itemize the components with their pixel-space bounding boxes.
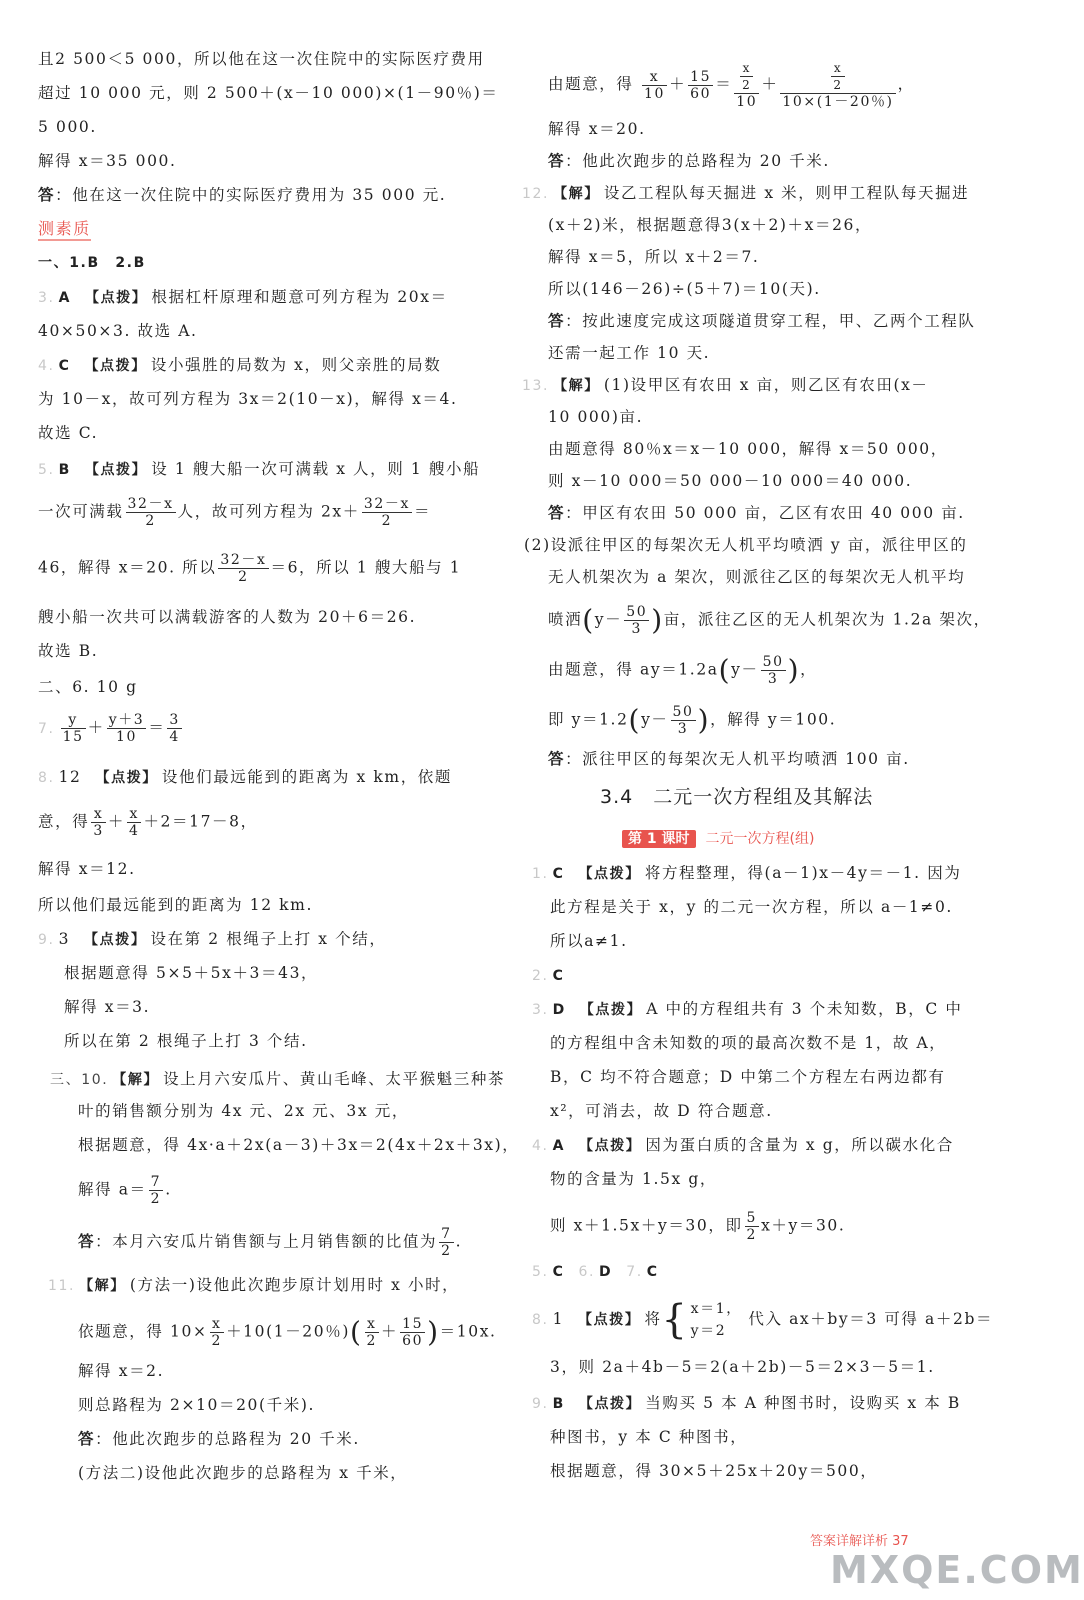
equation-system: x＝1， y＝2 [690, 1301, 742, 1339]
section-title: 测素质 [38, 218, 91, 240]
q3-line: 3. A 【点拨】 根据杠杆原理和题意可列方程为 20x＝ [38, 288, 448, 306]
text-line: 解得 x＝3. [64, 998, 151, 1016]
lesson-badge: 第 1 课时 [622, 830, 696, 848]
q8-fraction-line: 意，得 $\frac{x}{3}$ ＋ $\frac{x}{4}$ ＋2＝17－8， [38, 806, 258, 839]
text-line: 5 000. [38, 118, 97, 136]
text-line: 3，则 2a＋4b－5＝2(a＋2b)－5＝2×3－5＝1. [550, 1358, 935, 1376]
q10-fraction-line: 解得 a＝ $\frac{7}{2}$ . [78, 1174, 172, 1207]
text-line: 40×50×3. 故选 A. [38, 322, 198, 340]
text-line: 且2 500＜5 000，所以他在这一次住院中的实际医疗费用 [38, 50, 485, 68]
p1-line: 1. C 【点拨】 将方程整理，得(a－1)x－4y＝－1. 因为 [532, 864, 962, 882]
text-line: 根据题意得 5×5＋5x＋3＝43， [64, 964, 319, 982]
q7-line: 7. $\frac{y}{15}$ ＋ $\frac{y+3}{10}$ ＝ $\frac{3}{4}$ [38, 712, 180, 745]
q13-fraction-line: 由题意，得 ay＝1.2a(y－ $\frac{50}{3}$ )， [548, 653, 818, 687]
q9-line: 9. 3 【点拨】 设在第 2 根绳子上打 x 个结， [38, 930, 387, 948]
text-line: 解得 x＝35 000. [38, 152, 177, 170]
text-line: 故选 C. [38, 424, 99, 442]
text-line: 解得 x＝12. [38, 860, 136, 878]
q8-line: 8. 12 【点拨】 设他们最远能到的距离为 x km，依题 [38, 768, 452, 786]
p8-line: 8. 1 【点拨】 将{ x＝1， y＝2 代入 ax＋by＝3 可得 a＋2b＝ [532, 1297, 994, 1343]
text-line: 物的含量为 1.5x g， [550, 1170, 717, 1188]
page-number: 37 [892, 1534, 909, 1549]
text-line: 所以(146－26)÷(5＋7)＝10(天). [548, 280, 821, 298]
text-line: 解得 x＝2. [78, 1362, 165, 1380]
text-line: B，C 均不符合题意；D 中第二个方程左右两边都有 [550, 1068, 946, 1086]
footer [810, 1530, 909, 1549]
p9-line: 9. B 【点拨】 当购买 5 本 A 种图书时，设购买 x 本 B [532, 1394, 961, 1412]
text-line: 超过 10 000 元，则 2 500＋(x－10 000)×(1－90％)＝ [38, 84, 499, 102]
answer-line: 答：甲区有农田 50 000 亩，乙区有农田 40 000 亩. [548, 504, 965, 522]
text-line: 所以a≠1. [550, 932, 628, 950]
lesson-title: 二元一次方程(组) [705, 831, 815, 847]
answer-line: 答：他在这一次住院中的实际医疗费用为 35 000 元. [38, 186, 447, 204]
q5-fraction-line: 一次可满载 $\frac{32-x}{2}$ 人，故可列方程为 2x＋ $\frac{32-x}{2}$ ＝ [38, 496, 432, 529]
text-line: (2)设派往甲区的每架次无人机平均喷洒 y 亩，派往甲区的 [524, 536, 968, 554]
text-line: 则 x－10 000＝50 000－10 000＝40 000. [548, 472, 913, 490]
q13-line: 13. 【解】 (1)设甲区有农田 x 亩，则乙区有农田(x－ [522, 376, 929, 394]
text-line: 的方程组中含未知数的项的最高次数不是 1，故 A， [550, 1034, 947, 1052]
text-line: 叶的销售额分别为 4x 元、2x 元、3x 元， [78, 1102, 409, 1120]
q10-line: 三、10. 【解】 设上月六安瓜片、黄山毛峰、太平猴魁三种茶 [50, 1070, 506, 1088]
answer-line: 答：派往甲区的每架次无人机平均喷洒 100 亩. [548, 750, 910, 768]
fraction: $\frac{32-x}{2}$ [220, 552, 267, 585]
answer-line: 答：按此速度完成这项隧道贯穿工程，甲、乙两个工程队 [548, 312, 976, 330]
p3-line: 3. D 【点拨】 A 中的方程组共有 3 个未知数，B，C 中 [532, 1000, 963, 1018]
text-line: 由题意得 80％x＝x－10 000，解得 x＝50 000， [548, 440, 948, 458]
q5-line: 5. B 【点拨】 设 1 艘大船一次可满载 x 人，则 1 艘小船 [38, 460, 481, 478]
text-line: 种图书，y 本 C 种图书， [550, 1428, 748, 1446]
text-line: 此方程是关于 x，y 的二元一次方程，所以 a－1≠0. [550, 898, 953, 916]
text-line: 故选 B. [38, 642, 99, 660]
text-line: 艘小船一次共可以满载游客的人数为 20＋6＝26. [38, 608, 417, 626]
lesson-header [622, 828, 814, 848]
footer-label: 答案详解详析 [810, 1534, 889, 1549]
text-line: 根据题意，得 30×5＋25x＋20y＝500， [550, 1462, 878, 1480]
text-line: 所以在第 2 根绳子上打 3 个结. [64, 1032, 308, 1050]
q4-line: 4. C 【点拨】 设小强胜的局数为 x，则父亲胜的局数 [38, 356, 442, 374]
text-line: 根据题意，得 4x·a＋2x(a－3)＋3x＝2(4x＋2x＋3x)， [78, 1136, 520, 1154]
text-line: 无人机架次为 a 架次，则派往乙区的每架次无人机平均 [548, 568, 966, 586]
p4-fraction-line: 则 x＋1.5x＋y＝30，即 $\frac{5}{2}$ x＋y＝30. [550, 1210, 846, 1243]
p4-line: 4. A 【点拨】 因为蛋白质的含量为 x g，所以碳水化合 [532, 1136, 954, 1154]
q13-fraction-line: 喷洒(y－ $\frac{50}{3}$ )亩，派往乙区的无人机架次为 1.2a 架次， [548, 603, 991, 637]
text-line: 为 10－x，故可列方程为 3x＝2(10－x)，解得 x＝4. [38, 390, 458, 408]
text-line: 则总路程为 2×10＝20(千米). [78, 1396, 316, 1414]
q11-line: 11. 【解】 (方法一)设他此次跑步原计划用时 x 小时， [48, 1276, 460, 1294]
text-line: (x＋2)米，根据题意得3(x＋2)＋x＝26， [548, 216, 873, 234]
watermark: MXQE.COM [830, 1548, 1084, 1592]
answer-line: 答：他此次跑步的总路程为 20 千米. [78, 1430, 360, 1448]
q5-fraction-line: 46，解得 x＝20. 所以 $\frac{32-x}{2}$ ＝6，所以 1 艘大船与 1 [38, 552, 462, 585]
p5-7-line: 5. C 6. D 7. C [532, 1264, 659, 1280]
q13-fraction-line: 即 y＝1.2(y－ $\frac{50}{3}$ )，解得 y＝100. [548, 703, 837, 737]
q6-line: 二、6. 10 g [38, 678, 138, 696]
text-line: 还需一起工作 10 天. [548, 344, 711, 362]
text-line: 解得 x＝20. [548, 120, 646, 138]
answer-line: 答：本月六安瓜片销售额与上月销售额的比值为 $\frac{7}{2}$ . [78, 1226, 463, 1259]
text-line: (方法二)设他此次跑步的总路程为 x 千米， [78, 1464, 408, 1482]
p2-line: 2. C [532, 968, 565, 984]
answers-1-2: 一、1.B 2.B [38, 255, 146, 271]
q11b-equation: 由题意，得 $\frac{x}{10}$ ＋ $\frac{15}{60}$ ＝ $\frac{\frac{x}{2}}{10}$ ＋ $\frac{\frac{x}{2}}{10\times(1-20\%)}$ ， [548, 61, 915, 110]
q12-line: 12. 【解】 设乙工程队每天掘进 x 米，则甲工程队每天掘进 [522, 184, 970, 202]
q11-fraction-line: 依题意，得 10× $\frac{x}{2}$ ＋10(1－20％)( $\frac{x}{2}$ ＋ $\frac{15}{60}$ )＝10x. [78, 1315, 497, 1349]
text-line: 10 000)亩. [548, 408, 644, 426]
fraction: $\frac{32-x}{2}$ [127, 496, 174, 529]
fraction: $\frac{32-x}{2}$ [363, 496, 410, 529]
text-line: x²，可消去，故 D 符合题意. [550, 1102, 773, 1120]
answer-line: 答：他此次跑步的总路程为 20 千米. [548, 152, 830, 170]
text-line: 解得 x＝5，所以 x＋2＝7. [548, 248, 760, 266]
text-line: 所以他们最远能到的距离为 12 km. [38, 896, 313, 914]
section-heading: 3.4 二元一次方程组及其解法 [600, 786, 874, 808]
